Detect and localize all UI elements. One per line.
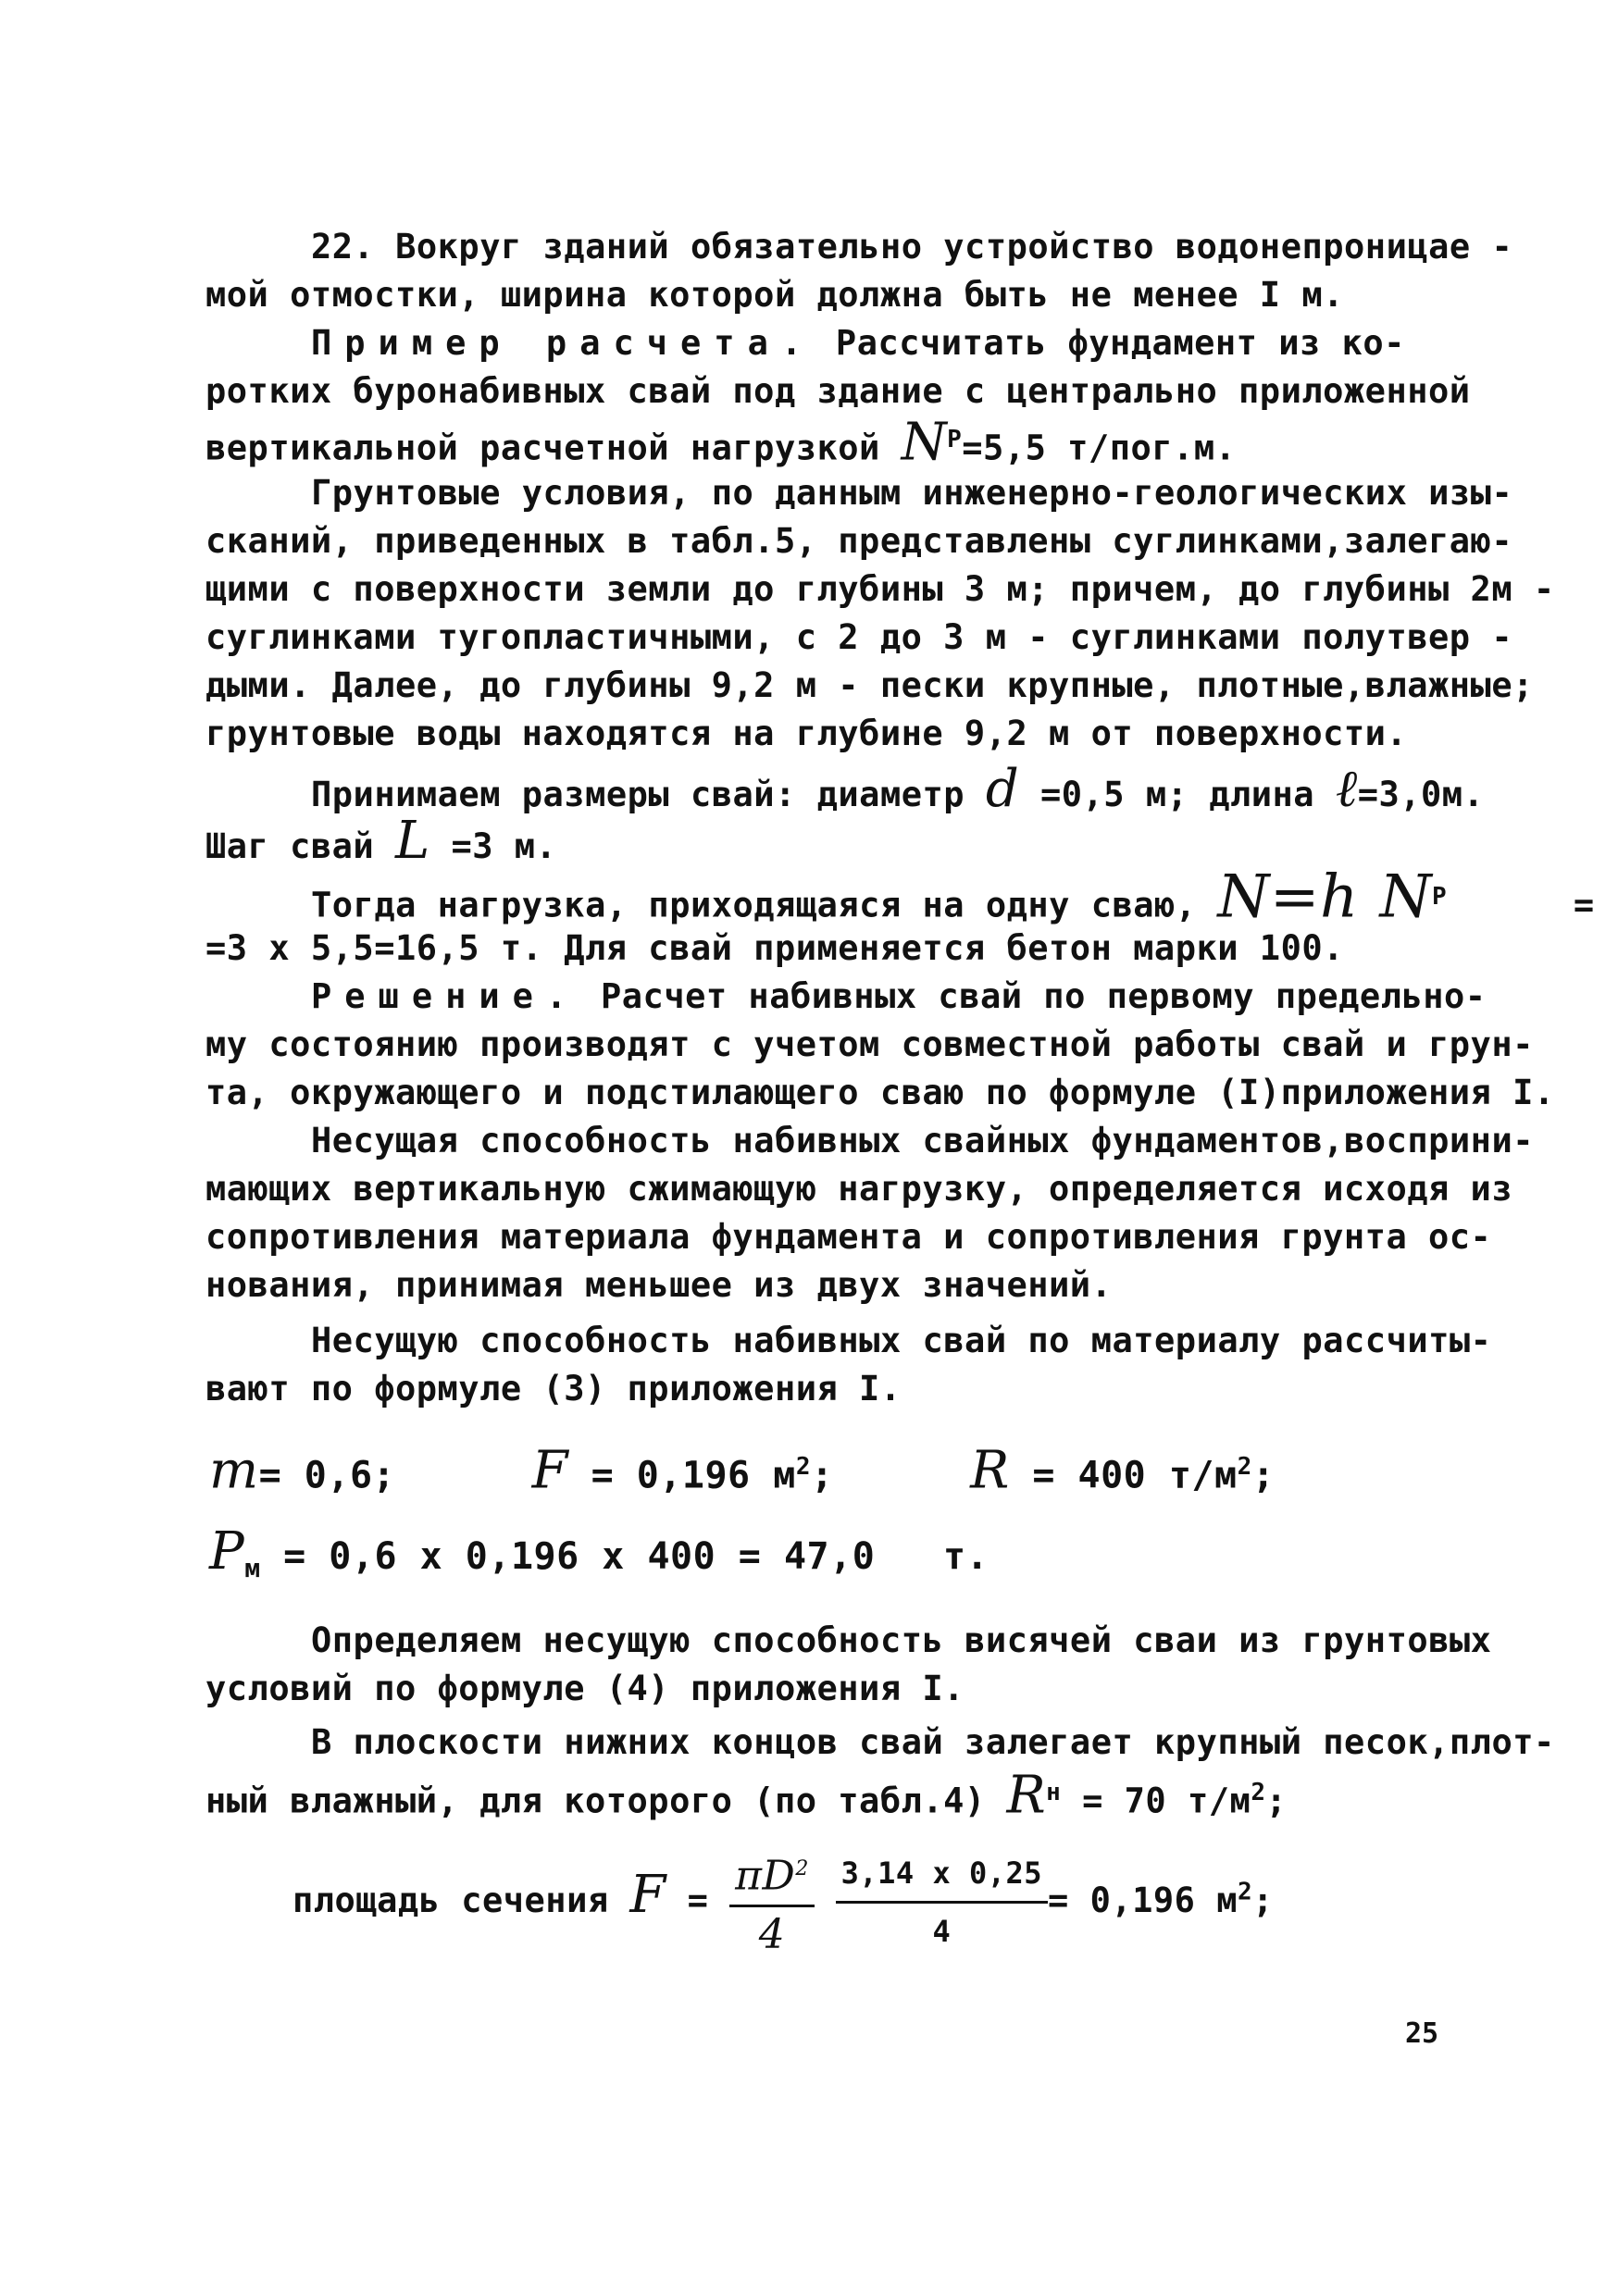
text-segment: вертикальной [205,428,459,468]
l-value: =3,0м. [1357,775,1485,814]
step-line [205,811,557,871]
L-value: =3 м. [451,826,557,866]
text-line: та, окружающего и подстилающего сваю по формуле (I)приложения I. [205,1073,1555,1112]
text-line: ротких буронабивных свай под здание с центрально приложенной [205,371,1471,411]
R-symbol: R [970,1440,1010,1501]
Rn-unit-superscript: 2 [1251,1779,1266,1806]
text-line: 22. Вокруг зданий обязательно устройство водонепроницае - [311,227,1513,267]
text-line: Несущую способность набивных свай по материалу рассчиты- [311,1321,1492,1360]
text-line: дыми. Далее, до глубины 9,2 м - пески крупные, плотные,влажные; [205,665,1534,705]
P-expression: = 0,6 х 0,196 х 400 = 47,0 т. [283,1535,989,1578]
formula-h: h [1320,863,1359,932]
P-subscript: м [244,1553,261,1583]
load-per-pile-line [311,863,1595,932]
text-line: му состоянию производят с учетом совместной работы свай и грун- [205,1024,1534,1064]
F-tail: ; [810,1454,834,1497]
P-symbol: P [209,1521,245,1582]
load-line [205,412,1237,473]
Rn-value: = 70 т/м [1082,1781,1251,1821]
solution-heading: Решение. [311,976,580,1016]
fraction-piD2-over-4 [729,1842,815,1963]
text-line: суглинками тугопластичными, с 2 до 3 м - суглинками полутвер - [205,617,1513,657]
page-number: 25 [1405,2017,1439,2050]
formula-Np: N [1379,863,1432,932]
area-formula-line [292,1842,1274,1963]
R-value: = 400 т/м [1032,1454,1238,1497]
text-segment: расчетной нагрузкой [479,428,880,468]
m-value: = 0,6; [258,1454,396,1497]
dimensions-line [311,759,1485,819]
area-result: = 0,196 м [1048,1880,1238,1920]
F-symbol: F [531,1440,568,1501]
fraction-denominator: 4 [836,1901,1048,1959]
m-symbol: m [209,1440,259,1501]
piD-superscript: 2 [795,1857,809,1880]
load-symbol: N [901,412,948,473]
formula-eq: = [1269,863,1320,932]
piD-text: πD [735,1852,796,1900]
Rn-symbol: R [1006,1765,1047,1826]
R-tail: ; [1251,1454,1276,1497]
text-line: сопротивления материала фундамента и сопротивления грунта ос- [205,1217,1492,1257]
R-unit-superscript: 2 [1237,1453,1252,1481]
Rn-superscript: н [1046,1779,1062,1806]
text-line: Несущая способность набивных свайных фундаментов,восприни- [311,1121,1535,1160]
formula-N: N [1217,863,1270,932]
d-symbol: d [985,759,1020,819]
formula-line-1 [209,1440,1276,1501]
area-eq: = [687,1880,709,1920]
d-value: =0,5 м; длина [1039,775,1315,814]
fraction-denominator: 4 [729,1905,815,1963]
F-unit-superscript: 2 [795,1453,811,1481]
area-F-symbol: F [629,1864,666,1925]
text-segment: = [1573,885,1595,925]
text-segment: ный влажный, для которого (по табл.4) [205,1781,986,1821]
area-result-superscript: 2 [1238,1878,1253,1906]
text-line: условий по формуле (4) приложения I. [205,1669,965,1708]
example-paragraph-line [311,320,1405,366]
text-line: В плоскости нижних концов свай залегает крупный песок,плот- [311,1722,1555,1762]
text-line: нования, принимая меньшее из двух значений. [205,1265,1113,1305]
formula-superscript: P [1432,883,1448,911]
load-value: =5,5 т/пог.м. [962,428,1237,468]
solution-text: Расчет набивных свай по первому предельно- [601,976,1487,1016]
solution-line [311,974,1487,1020]
text-line: =3 х 5,5=16,5 т. Для свай применяется бетон марки 100. [205,928,1344,968]
text-segment: Шаг свай [205,826,375,866]
text-line: щими с поверхности земли до глубины 3 м; причем, до глубины 2м - [205,569,1555,609]
fraction-numeric [836,1845,1048,1959]
text-line: Грунтовые условия, по данным инженерно-геологических изы- [311,473,1513,513]
l-symbol: ℓ [1335,759,1358,819]
example-heading: Пример расчета. [311,323,815,363]
F-value: = 0,196 м [591,1454,796,1497]
Rn-tail: ; [1265,1781,1288,1821]
fraction-numerator: 3,14 х 0,25 [840,1855,1043,1891]
sand-resistance-line [205,1765,1288,1826]
text-line: грунтовые воды находятся на глубине 9,2 м от поверхности. [205,714,1408,753]
text-line: мой отмостки, ширина которой должна быть не менее I м. [205,275,1344,315]
area-tail: ; [1252,1880,1274,1920]
text-segment: Тогда нагрузка, приходящаяся на одну сваю, [311,885,1197,925]
example-text: Рассчитать фундамент из ко- [835,323,1405,363]
text-segment: Принимаем размеры свай: диаметр [311,775,965,814]
load-superscript: P [947,426,963,453]
text-line: сканий, приведенных в табл.5, представлены суглинками,залегаю- [205,521,1513,561]
fraction-numerator [729,1842,815,1905]
text-line: мающих вертикальную сжимающую нагрузку, определяется исходя из [205,1169,1513,1209]
area-label: площадь сечения [292,1880,609,1920]
formula-line-2 [209,1521,989,1592]
text-line: вают по формуле (3) приложения I. [205,1369,902,1409]
L-symbol: L [395,811,430,871]
text-line: Определяем несущую способность висячей сваи из грунтовых [311,1620,1492,1660]
